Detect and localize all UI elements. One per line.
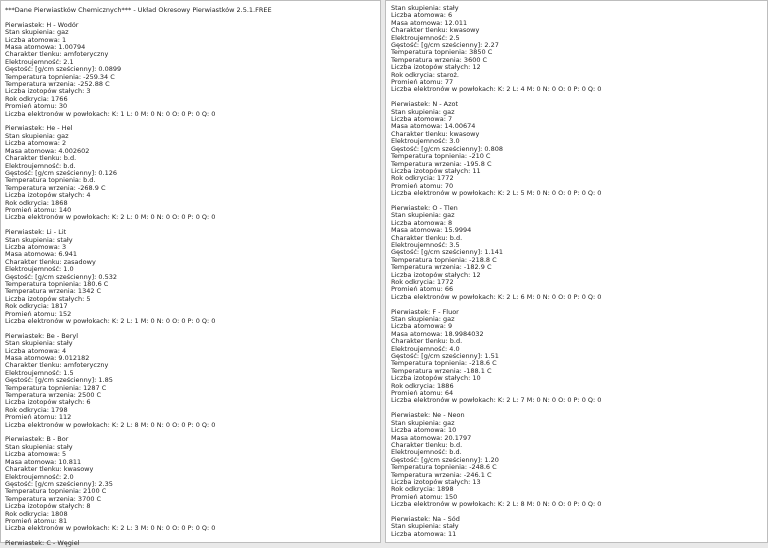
text-line: Promień atomu: 152 bbox=[5, 309, 72, 318]
text-line: Charakter tlenku: b.d. bbox=[391, 337, 463, 346]
document-page-right bbox=[385, 0, 768, 543]
text-line: Temperatura topnienia: 2100 C bbox=[5, 487, 107, 496]
text-line: Elektroujemność: b.d. bbox=[5, 161, 76, 170]
text-line: Rok odkrycia: 1808 bbox=[5, 509, 68, 518]
document-title: ***Dane Pierwiastków Chemicznych*** - Układ Okresowy Pierwiastków 2.5.1.FREE bbox=[5, 6, 272, 14]
text-line: Rok odkrycia: staroż. bbox=[391, 70, 459, 79]
text-line: Liczba izotopów stałych: 12 bbox=[391, 63, 481, 72]
text-line: Charakter tlenku: b.d. bbox=[391, 440, 463, 449]
text-line: Rok odkrycia: 1772 bbox=[391, 278, 454, 286]
text-line: Charakter tlenku: amfoteryczny bbox=[5, 50, 109, 59]
element-heading: Pierwiastek: C - Węgiel bbox=[5, 539, 80, 548]
text-line: Liczba izotopów stałych: 12 bbox=[391, 270, 481, 279]
text-line: Liczba elektronów w powłokach: K: 2 L: 6 M: 0 N: 0 O: 0 P: 0 Q: 0 bbox=[391, 292, 602, 301]
text-line: Gęstość: [g/cm sześcienny]: 0.0899 bbox=[5, 65, 122, 74]
text-line: Elektroujemność: 1.0 bbox=[5, 265, 74, 274]
text-line: Gęstość: [g/cm sześcienny]: 1.85 bbox=[5, 376, 113, 385]
text-line: Elektroujemność: 2.1 bbox=[5, 57, 74, 66]
text-line: Liczba atomowa: 6 bbox=[391, 11, 453, 20]
text-line: Liczba atomowa: 5 bbox=[5, 450, 67, 459]
text-line: Rok odkrycia: 1817 bbox=[5, 302, 68, 311]
text-line: Promień atomu: 140 bbox=[5, 205, 72, 214]
text-line: Stan skupienia: gaz bbox=[391, 107, 455, 116]
text-line: Gęstość: [g/cm sześcienny]: 0.808 bbox=[391, 144, 504, 153]
text-line: Charakter tlenku: kwasowy bbox=[5, 465, 94, 474]
text-line: Liczba atomowa: 8 bbox=[391, 218, 453, 227]
text-line: Liczba elektronów w powłokach: K: 2 L: 1 M: 0 N: 0 O: 0 P: 0 Q: 0 bbox=[5, 317, 216, 326]
element-heading: Pierwiastek: F - Fluor bbox=[391, 307, 459, 316]
text-line: Elektroujemność: 1.5 bbox=[5, 368, 74, 377]
text-line: Temperatura wrzenia: 3700 C bbox=[5, 494, 102, 503]
text-line: Masa atomowa: 10.811 bbox=[5, 457, 82, 466]
text-line: Stan skupienia: gaz bbox=[391, 315, 455, 324]
text-line: Liczba izotopów stałych: 13 bbox=[391, 477, 481, 486]
element-heading: Pierwiastek: Li - Lit bbox=[5, 228, 67, 237]
text-line: Liczba atomowa: 4 bbox=[5, 346, 67, 355]
text-line: Rok odkrycia: 1898 bbox=[391, 485, 454, 494]
text-line: Masa atomowa: 15.9994 bbox=[391, 226, 472, 235]
text-line: Gęstość: [g/cm sześcienny]: 1.51 bbox=[391, 352, 499, 361]
text-line: Masa atomowa: 14.00674 bbox=[391, 122, 476, 131]
text-line: Stan skupienia: stały bbox=[391, 4, 459, 12]
text-line: Temperatura wrzenia: -182.9 C bbox=[391, 263, 492, 272]
text-line: Gęstość: [g/cm sześcienny]: 1.141 bbox=[391, 248, 504, 257]
text-line: Stan skupienia: stały bbox=[5, 235, 73, 244]
text-line: Temperatura wrzenia: 1342 C bbox=[5, 287, 102, 296]
text-line: Charakter tlenku: kwasowy bbox=[391, 129, 480, 138]
text-line: Masa atomowa: 6.941 bbox=[5, 250, 78, 259]
text-line: Temperatura topnienia: b.d. bbox=[5, 176, 96, 185]
document-page-left bbox=[0, 0, 381, 548]
text-line: Liczba elektronów w powłokach: K: 2 L: 8 M: 0 N: 0 O: 0 P: 0 Q: 0 bbox=[5, 420, 216, 429]
text-line: Stan skupienia: gaz bbox=[391, 211, 455, 220]
text-line: Temperatura wrzenia: 2500 C bbox=[5, 391, 102, 400]
text-line: Liczba atomowa: 1 bbox=[5, 35, 67, 44]
element-heading: Pierwiastek: O - Tlen bbox=[391, 203, 458, 212]
text-line: Liczba izotopów stałych: 8 bbox=[5, 502, 91, 511]
text-line: Temperatura topnienia: -248.6 C bbox=[391, 463, 497, 472]
text-line: Temperatura wrzenia: -268.9 C bbox=[5, 183, 106, 192]
text-line: Charakter tlenku: b.d. bbox=[391, 233, 463, 242]
text-line: Promień atomu: 81 bbox=[5, 516, 68, 525]
element-heading: Pierwiastek: He - Hel bbox=[5, 124, 73, 133]
text-line: Charakter tlenku: zasadowy bbox=[5, 257, 96, 266]
text-line: Masa atomowa: 9.012182 bbox=[5, 354, 90, 363]
text-line: Liczba elektronów w powłokach: K: 2 L: 4 M: 0 N: 0 O: 0 P: 0 Q: 0 bbox=[391, 85, 602, 94]
text-line: Gęstość: [g/cm sześcienny]: 2.35 bbox=[5, 479, 113, 488]
text-line: Liczba atomowa: 9 bbox=[391, 322, 453, 331]
text-line: Charakter tlenku: b.d. bbox=[5, 154, 77, 163]
text-line: Temperatura wrzenia: -252.88 C bbox=[5, 80, 110, 89]
text-line: Temperatura topnienia: 3850 C bbox=[391, 48, 493, 57]
element-heading: Pierwiastek: H - Wodór bbox=[5, 20, 79, 29]
text-line: Temperatura wrzenia: -246.1 C bbox=[391, 470, 492, 479]
text-line: Stan skupienia: stały bbox=[5, 339, 73, 348]
text-line: Liczba elektronów w powłokach: K: 2 L: 7 M: 0 N: 0 O: 0 P: 0 Q: 0 bbox=[391, 396, 602, 405]
text-line: Elektroujemność: 2.0 bbox=[5, 472, 74, 481]
text-line: Temperatura topnienia: 1287 C bbox=[5, 383, 107, 392]
text-line: Liczba atomowa: 10 bbox=[391, 426, 457, 435]
text-line: Rok odkrycia: 1798 bbox=[5, 405, 68, 414]
text-line: Elektroujemność: 3.5 bbox=[391, 240, 460, 249]
text-line: Temperatura topnienia: 180.6 C bbox=[5, 279, 109, 288]
text-line: Liczba izotopów stałych: 10 bbox=[391, 374, 481, 383]
text-line: Promień atomu: 70 bbox=[391, 181, 454, 190]
element-heading: Pierwiastek: Ne - Neon bbox=[391, 411, 465, 420]
text-line: Gęstość: [g/cm sześcienny]: 1.20 bbox=[391, 455, 499, 464]
text-line: Liczba elektronów w powłokach: K: 2 L: 3 M: 0 N: 0 O: 0 P: 0 Q: 0 bbox=[5, 524, 216, 533]
text-line: Rok odkrycia: 1772 bbox=[391, 174, 454, 183]
text-line: Temperatura topnienia: -259.34 C bbox=[5, 72, 115, 81]
text-line: Rok odkrycia: 1766 bbox=[5, 94, 68, 103]
text-line: Liczba izotopów stałych: 4 bbox=[5, 191, 91, 200]
text-line: Elektroujemność: 4.0 bbox=[391, 344, 460, 353]
text-line: Liczba atomowa: 3 bbox=[5, 242, 67, 251]
text-line: Liczba elektronów w powłokach: K: 2 L: 5 M: 0 N: 0 O: 0 P: 0 Q: 0 bbox=[391, 189, 602, 198]
text-line: Gęstość: [g/cm sześcienny]: 0.532 bbox=[5, 272, 118, 281]
text-line: Liczba atomowa: 2 bbox=[5, 139, 67, 148]
text-line: Elektroujemność: b.d. bbox=[391, 448, 462, 457]
element-heading: Pierwiastek: Na - Sód bbox=[391, 514, 460, 523]
text-line: Charakter tlenku: kwasowy bbox=[391, 26, 480, 35]
element-heading: Pierwiastek: Be - Beryl bbox=[5, 331, 79, 340]
text-line: Rok odkrycia: 1868 bbox=[5, 198, 68, 207]
text-line: Charakter tlenku: amfoteryczny bbox=[5, 361, 109, 370]
text-line: Gęstość: [g/cm sześcienny]: 2.27 bbox=[391, 41, 499, 50]
text-line: Masa atomowa: 1.00794 bbox=[5, 43, 86, 52]
element-heading: Pierwiastek: N - Azot bbox=[391, 100, 459, 109]
text-line: Promień atomu: 66 bbox=[391, 285, 454, 294]
text-line: Liczba elektronów w powłokach: K: 2 L: 8 M: 0 N: 0 O: 0 P: 0 Q: 0 bbox=[391, 500, 602, 509]
text-line: Masa atomowa: 4.002602 bbox=[5, 146, 90, 155]
text-line: Promień atomu: 112 bbox=[5, 413, 72, 422]
text-line: Stan skupienia: stały bbox=[5, 442, 73, 451]
text-line: Promień atomu: 64 bbox=[391, 389, 454, 398]
text-line: Liczba elektronów w powłokach: K: 1 L: 0 M: 0 N: 0 O: 0 P: 0 Q: 0 bbox=[5, 109, 216, 118]
text-line: Promień atomu: 150 bbox=[391, 492, 458, 501]
text-line: Liczba izotopów stałych: 6 bbox=[5, 398, 91, 407]
text-line: Elektroujemność: 3.0 bbox=[391, 137, 460, 146]
text-line: Temperatura topnienia: -210 C bbox=[391, 152, 491, 161]
text-line: Temperatura topnienia: -218.8 C bbox=[391, 255, 497, 264]
text-line: Liczba izotopów stałych: 5 bbox=[5, 294, 91, 303]
text-line: Stan skupienia: gaz bbox=[5, 28, 69, 37]
text-line: Gęstość: [g/cm sześcienny]: 0.126 bbox=[5, 168, 118, 177]
text-line: Temperatura wrzenia: -188.1 C bbox=[391, 366, 492, 375]
text-line: Stan skupienia: gaz bbox=[5, 131, 69, 140]
text-line: Promień atomu: 77 bbox=[391, 78, 454, 87]
text-line: Temperatura topnienia: -218.6 C bbox=[391, 359, 497, 368]
text-line: Masa atomowa: 18.9984032 bbox=[391, 329, 484, 338]
text-line: Elektroujemność: 2.5 bbox=[391, 33, 460, 42]
text-line: Temperatura wrzenia: -195.8 C bbox=[391, 159, 492, 168]
text-line: Temperatura wrzenia: 3600 C bbox=[391, 55, 488, 64]
text-line: Masa atomowa: 20.1797 bbox=[391, 433, 472, 442]
text-line: Masa atomowa: 12.011 bbox=[391, 18, 468, 27]
text-line: Liczba izotopów stałych: 11 bbox=[391, 166, 481, 175]
text-line: Stan skupienia: stały bbox=[391, 522, 459, 531]
text-line: Rok odkrycia: 1886 bbox=[391, 381, 454, 390]
text-line: Liczba elektronów w powłokach: K: 2 L: 0 M: 0 N: 0 O: 0 P: 0 Q: 0 bbox=[5, 213, 216, 222]
text-line: Liczba atomowa: 7 bbox=[391, 115, 453, 124]
text-line: Liczba izotopów stałych: 3 bbox=[5, 87, 91, 96]
text-line: Liczba atomowa: 11 bbox=[391, 529, 457, 538]
text-line: Stan skupienia: gaz bbox=[391, 418, 455, 427]
element-heading: Pierwiastek: B - Bor bbox=[5, 435, 69, 444]
text-line: Promień atomu: 30 bbox=[5, 102, 68, 111]
